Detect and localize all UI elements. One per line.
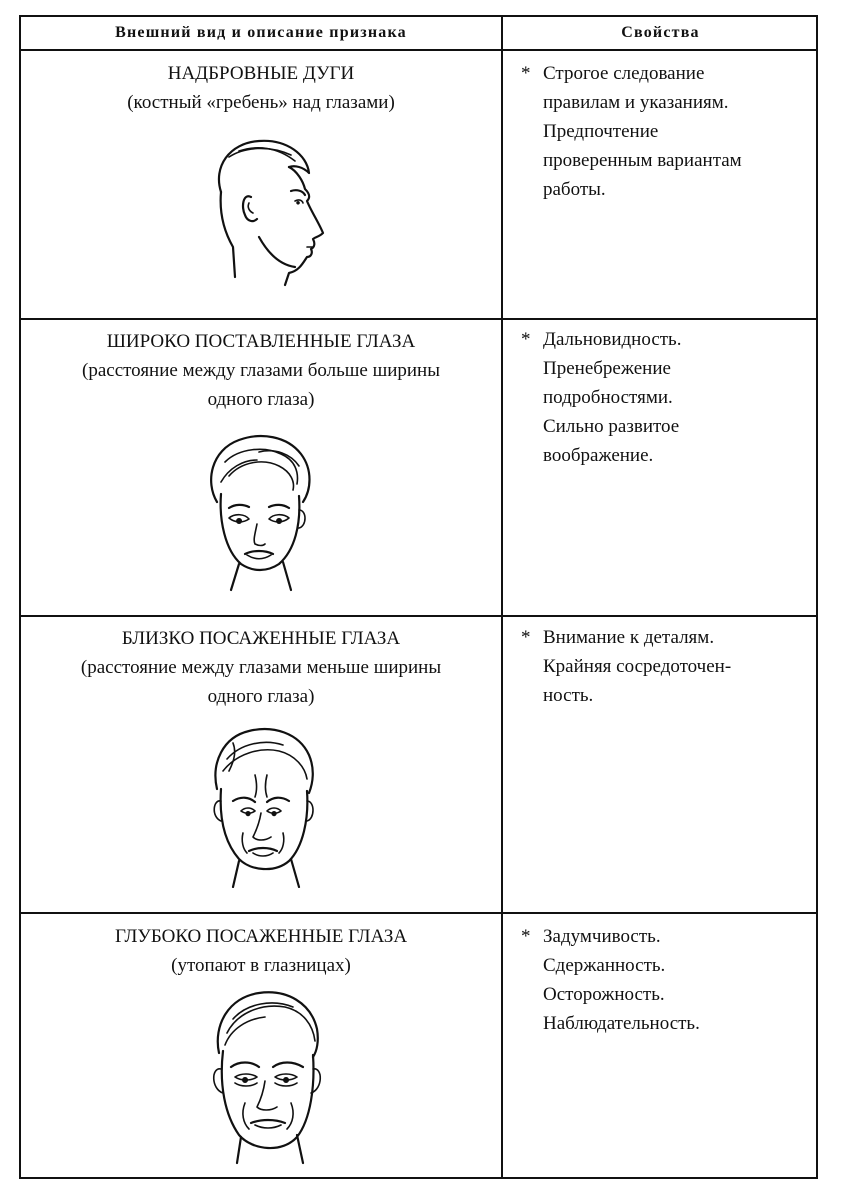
row-1-feature-cell bbox=[21, 59, 501, 117]
row-3-description-line-1: (расстояние между глазами меньше ширины bbox=[80, 657, 442, 678]
row-2-description-line-2: одного глаза) bbox=[207, 389, 315, 410]
row-divider bbox=[21, 318, 816, 320]
row-2-property: воображение. bbox=[543, 445, 654, 466]
row-4-property: * Задумчивость. bbox=[521, 922, 811, 951]
header-feature-column: Внешний вид и описание признака bbox=[115, 24, 407, 41]
feature-table bbox=[19, 15, 818, 1179]
row-1-properties-cell bbox=[521, 59, 811, 204]
row-2-property: * Дальновидность. bbox=[521, 325, 811, 354]
row-2-feature-cell bbox=[21, 327, 501, 414]
row-4-property: Осторожность. bbox=[543, 984, 665, 1005]
row-3-property: ность. bbox=[543, 685, 594, 706]
bullet-star: * bbox=[521, 63, 531, 84]
row-1-property: * Строгое следование bbox=[521, 59, 811, 88]
row-2-property: подробностями. bbox=[543, 387, 673, 408]
row-2-title: ШИРОКО ПОСТАВЛЕННЫЕ ГЛАЗА bbox=[106, 331, 416, 352]
older-male-face-icon bbox=[207, 985, 327, 1165]
row-4-property: Сдержанность. bbox=[543, 955, 666, 976]
row-4-feature-cell bbox=[21, 922, 501, 980]
row-3-property: * Внимание к деталям. bbox=[521, 623, 811, 652]
row-2-property: Сильно развитое bbox=[543, 416, 680, 437]
row-1-title: НАДБРОВНЫЕ ДУГИ bbox=[167, 63, 355, 84]
bullet-star: * bbox=[521, 329, 531, 350]
row-4-property: Наблюдательность. bbox=[543, 1013, 700, 1034]
profile-head-illustration bbox=[199, 137, 329, 292]
bullet-star: * bbox=[521, 926, 531, 947]
row-2-description-line-1: (расстояние между глазами больше ширины bbox=[82, 360, 440, 381]
close-set-eyes-face-illustration bbox=[203, 723, 323, 893]
header-divider bbox=[21, 49, 816, 51]
row-3-title: БЛИЗКО ПОСАЖЕННЫЕ ГЛАЗА bbox=[121, 628, 401, 649]
row-3-description-line-2: одного глаза) bbox=[207, 686, 315, 707]
row-divider bbox=[21, 615, 816, 617]
column-divider bbox=[501, 17, 503, 1177]
row-1-description: (костный «гребень» над глазами) bbox=[127, 92, 395, 113]
row-1-property: проверенным вариантам bbox=[543, 150, 742, 171]
wide-set-eyes-face-illustration bbox=[199, 432, 319, 597]
deep-set-eyes-face-illustration bbox=[207, 985, 327, 1170]
row-4-title: ГЛУБОКО ПОСАЖЕННЫЕ ГЛАЗА bbox=[114, 926, 408, 947]
row-4-description: (утопают в глазницах) bbox=[171, 955, 351, 976]
profile-head-icon bbox=[199, 137, 329, 287]
row-1-property: правилам и указаниям. bbox=[543, 92, 729, 113]
row-2-property: Пренебрежение bbox=[543, 358, 671, 379]
header-properties-column: Свойства bbox=[621, 24, 700, 41]
row-3-feature-cell bbox=[21, 624, 501, 711]
male-face-icon bbox=[203, 723, 323, 888]
row-4-properties-cell bbox=[521, 922, 811, 1038]
row-2-properties-cell bbox=[521, 325, 811, 470]
female-face-icon bbox=[199, 432, 319, 592]
row-1-property: Предпочтение bbox=[543, 121, 659, 142]
row-1-property: работы. bbox=[543, 179, 606, 200]
row-3-properties-cell bbox=[521, 623, 811, 710]
row-3-property: Крайняя сосредоточен- bbox=[543, 656, 732, 677]
bullet-star: * bbox=[521, 627, 531, 648]
row-divider bbox=[21, 912, 816, 914]
